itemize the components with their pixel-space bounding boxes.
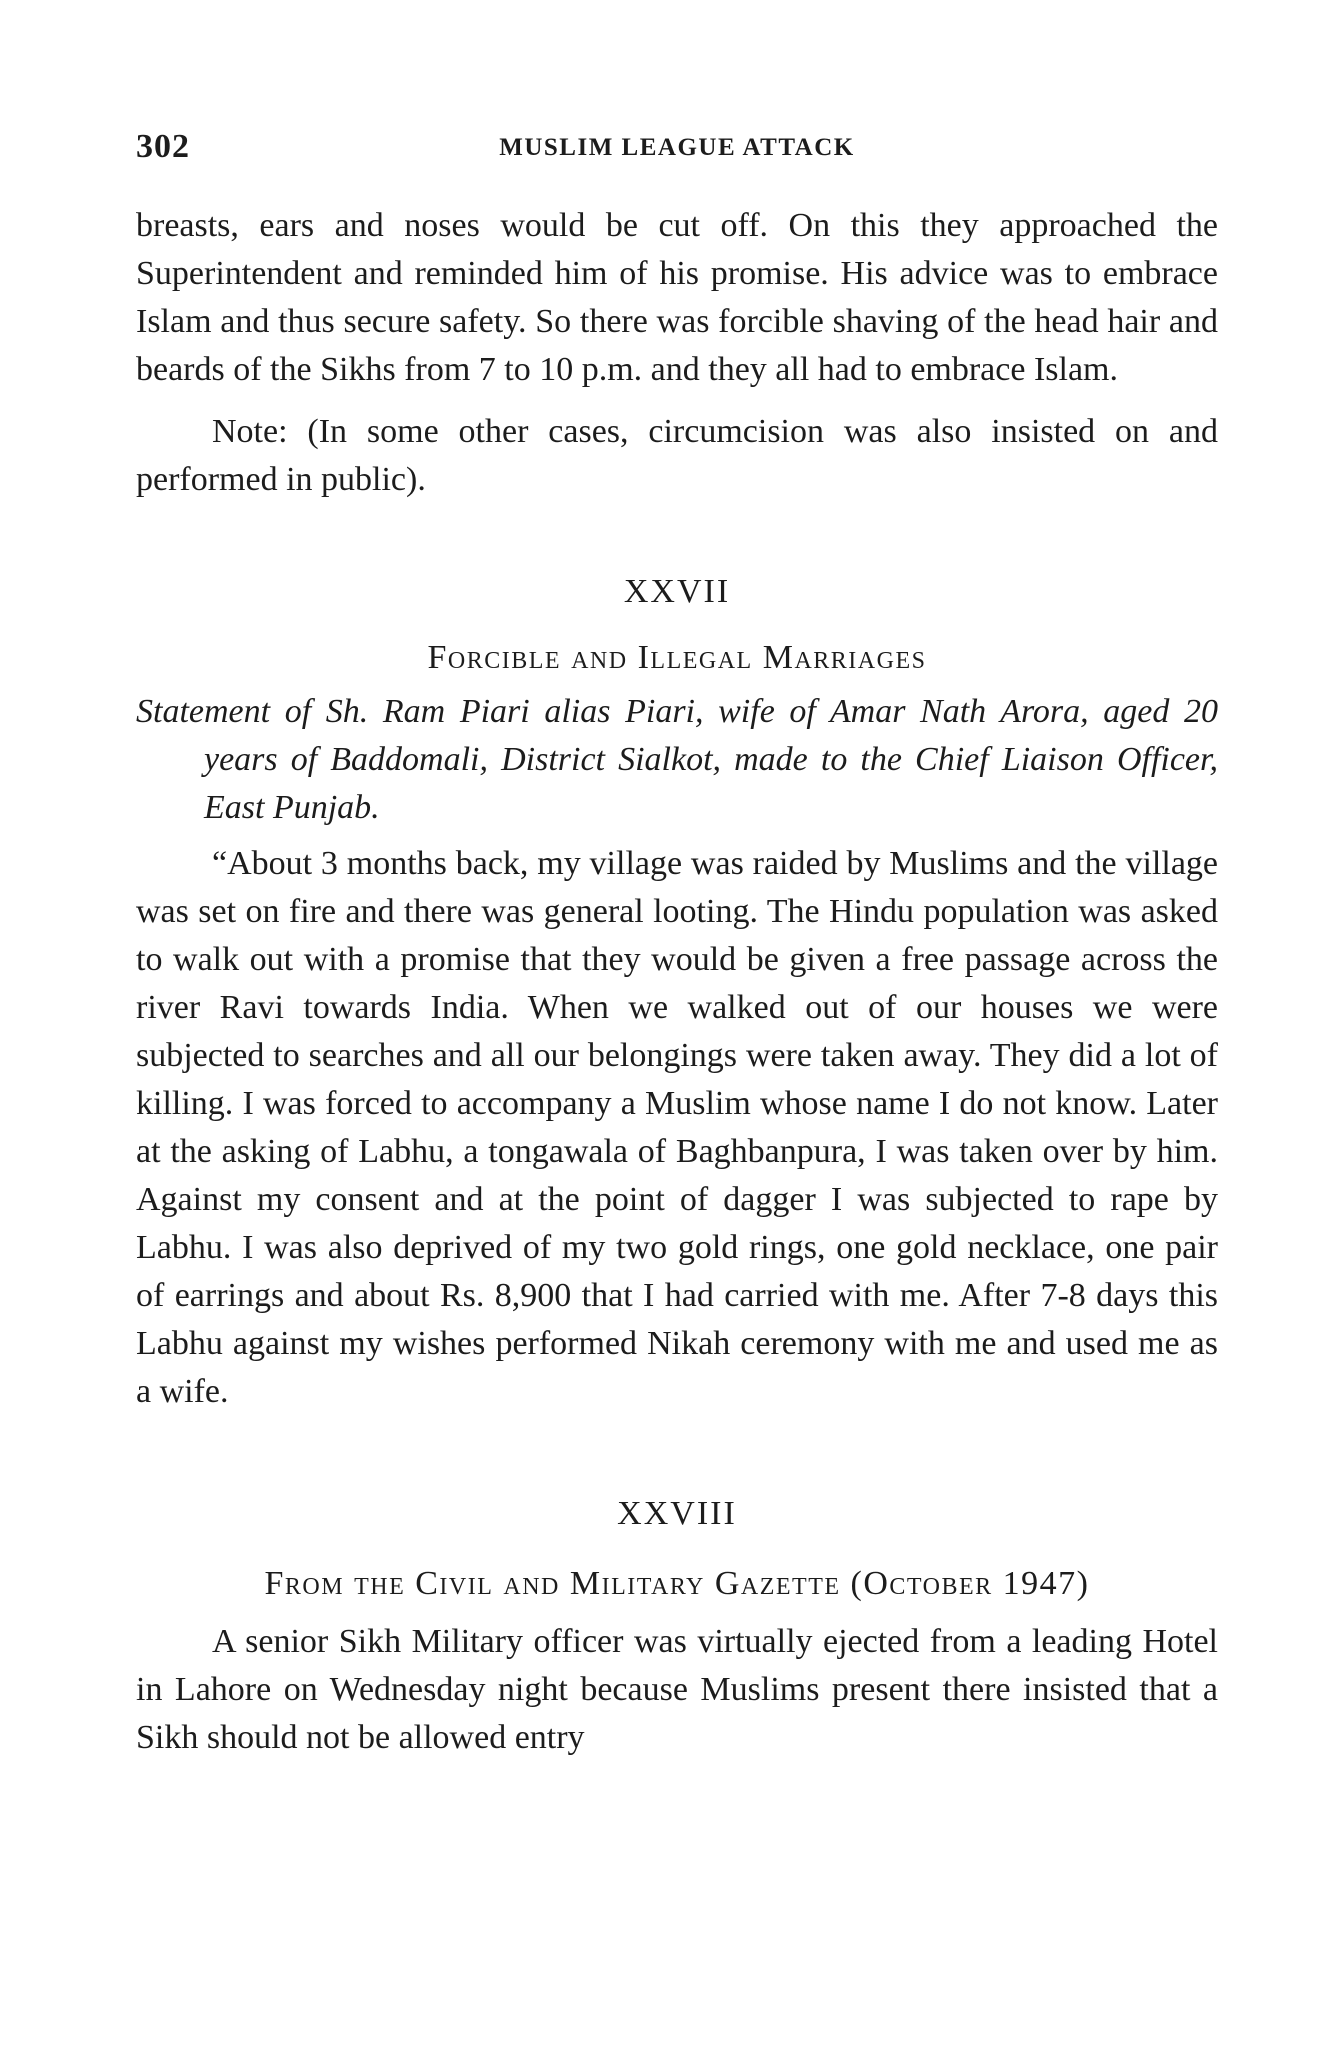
section-heading: From the Civil and Military Gazette (October 1947) <box>264 1565 1090 1602</box>
section-xxvii <box>136 568 1218 1416</box>
page-number: 302 <box>136 128 190 165</box>
book-page <box>136 128 1218 1762</box>
note-paragraph: Note: (In some other cases, circumcision was also insisted on and performed in public). <box>136 413 1218 498</box>
running-title: MUSLIM LEAGUE ATTACK <box>499 134 855 161</box>
section-numeral: XXVIII <box>617 1495 737 1532</box>
section-numeral: XXVII <box>623 573 731 610</box>
section-xxviii <box>136 1490 1218 1762</box>
section-heading: Forcible and Illegal Marriages <box>427 639 927 676</box>
statement-paragraph: “About 3 months back, my village was raided by Muslims and the village was set on fire and there was general looting. The Hindu population was asked to walk out with a promise that they would be given a free passage across the river Ravi towards India. When we walked out of our houses we were subjected to searches and all our belongings were taken away. They did a lot of killing. I was forced to accompany a Muslim whose name I do not know. Later at the asking of Labhu, a tongawala of Baghbanpura, I was taken over by him. Against my consent and at the point of dagger I was subjected to rape by Labhu. I was also deprived of my two gold rings, one gold necklace, one pair of earrings and about Rs. 8,900 that I had carried with me. After 7-8 days this Labhu against my wishes performed Nikah ceremony with me and used me as a wife. <box>136 845 1218 1410</box>
running-head <box>136 128 1218 168</box>
continuation-paragraph: breasts, ears and noses would be cut off. On this they approached the Superintendent and reminded him of his promise. His advice was to embrace Islam and thus secure safety. So there was forcible shaving of the head hair and beards of the Sikhs from 7 to 10 p.m. and they all had to embrace Islam. <box>136 207 1218 388</box>
gazette-paragraph: A senior Sikh Military officer was virtually ejected from a leading Hotel in Lahore on Wednesday night because Muslims present there insisted that a Sikh should not be allowed entry <box>136 1623 1218 1756</box>
statement-title: Statement of Sh. Ram Piari alias Piari, wife of Amar Nath Arora, aged 20 years of Baddomali, District Sialkot, made to the Chief Liaison Officer, East Punjab. <box>136 693 1218 826</box>
